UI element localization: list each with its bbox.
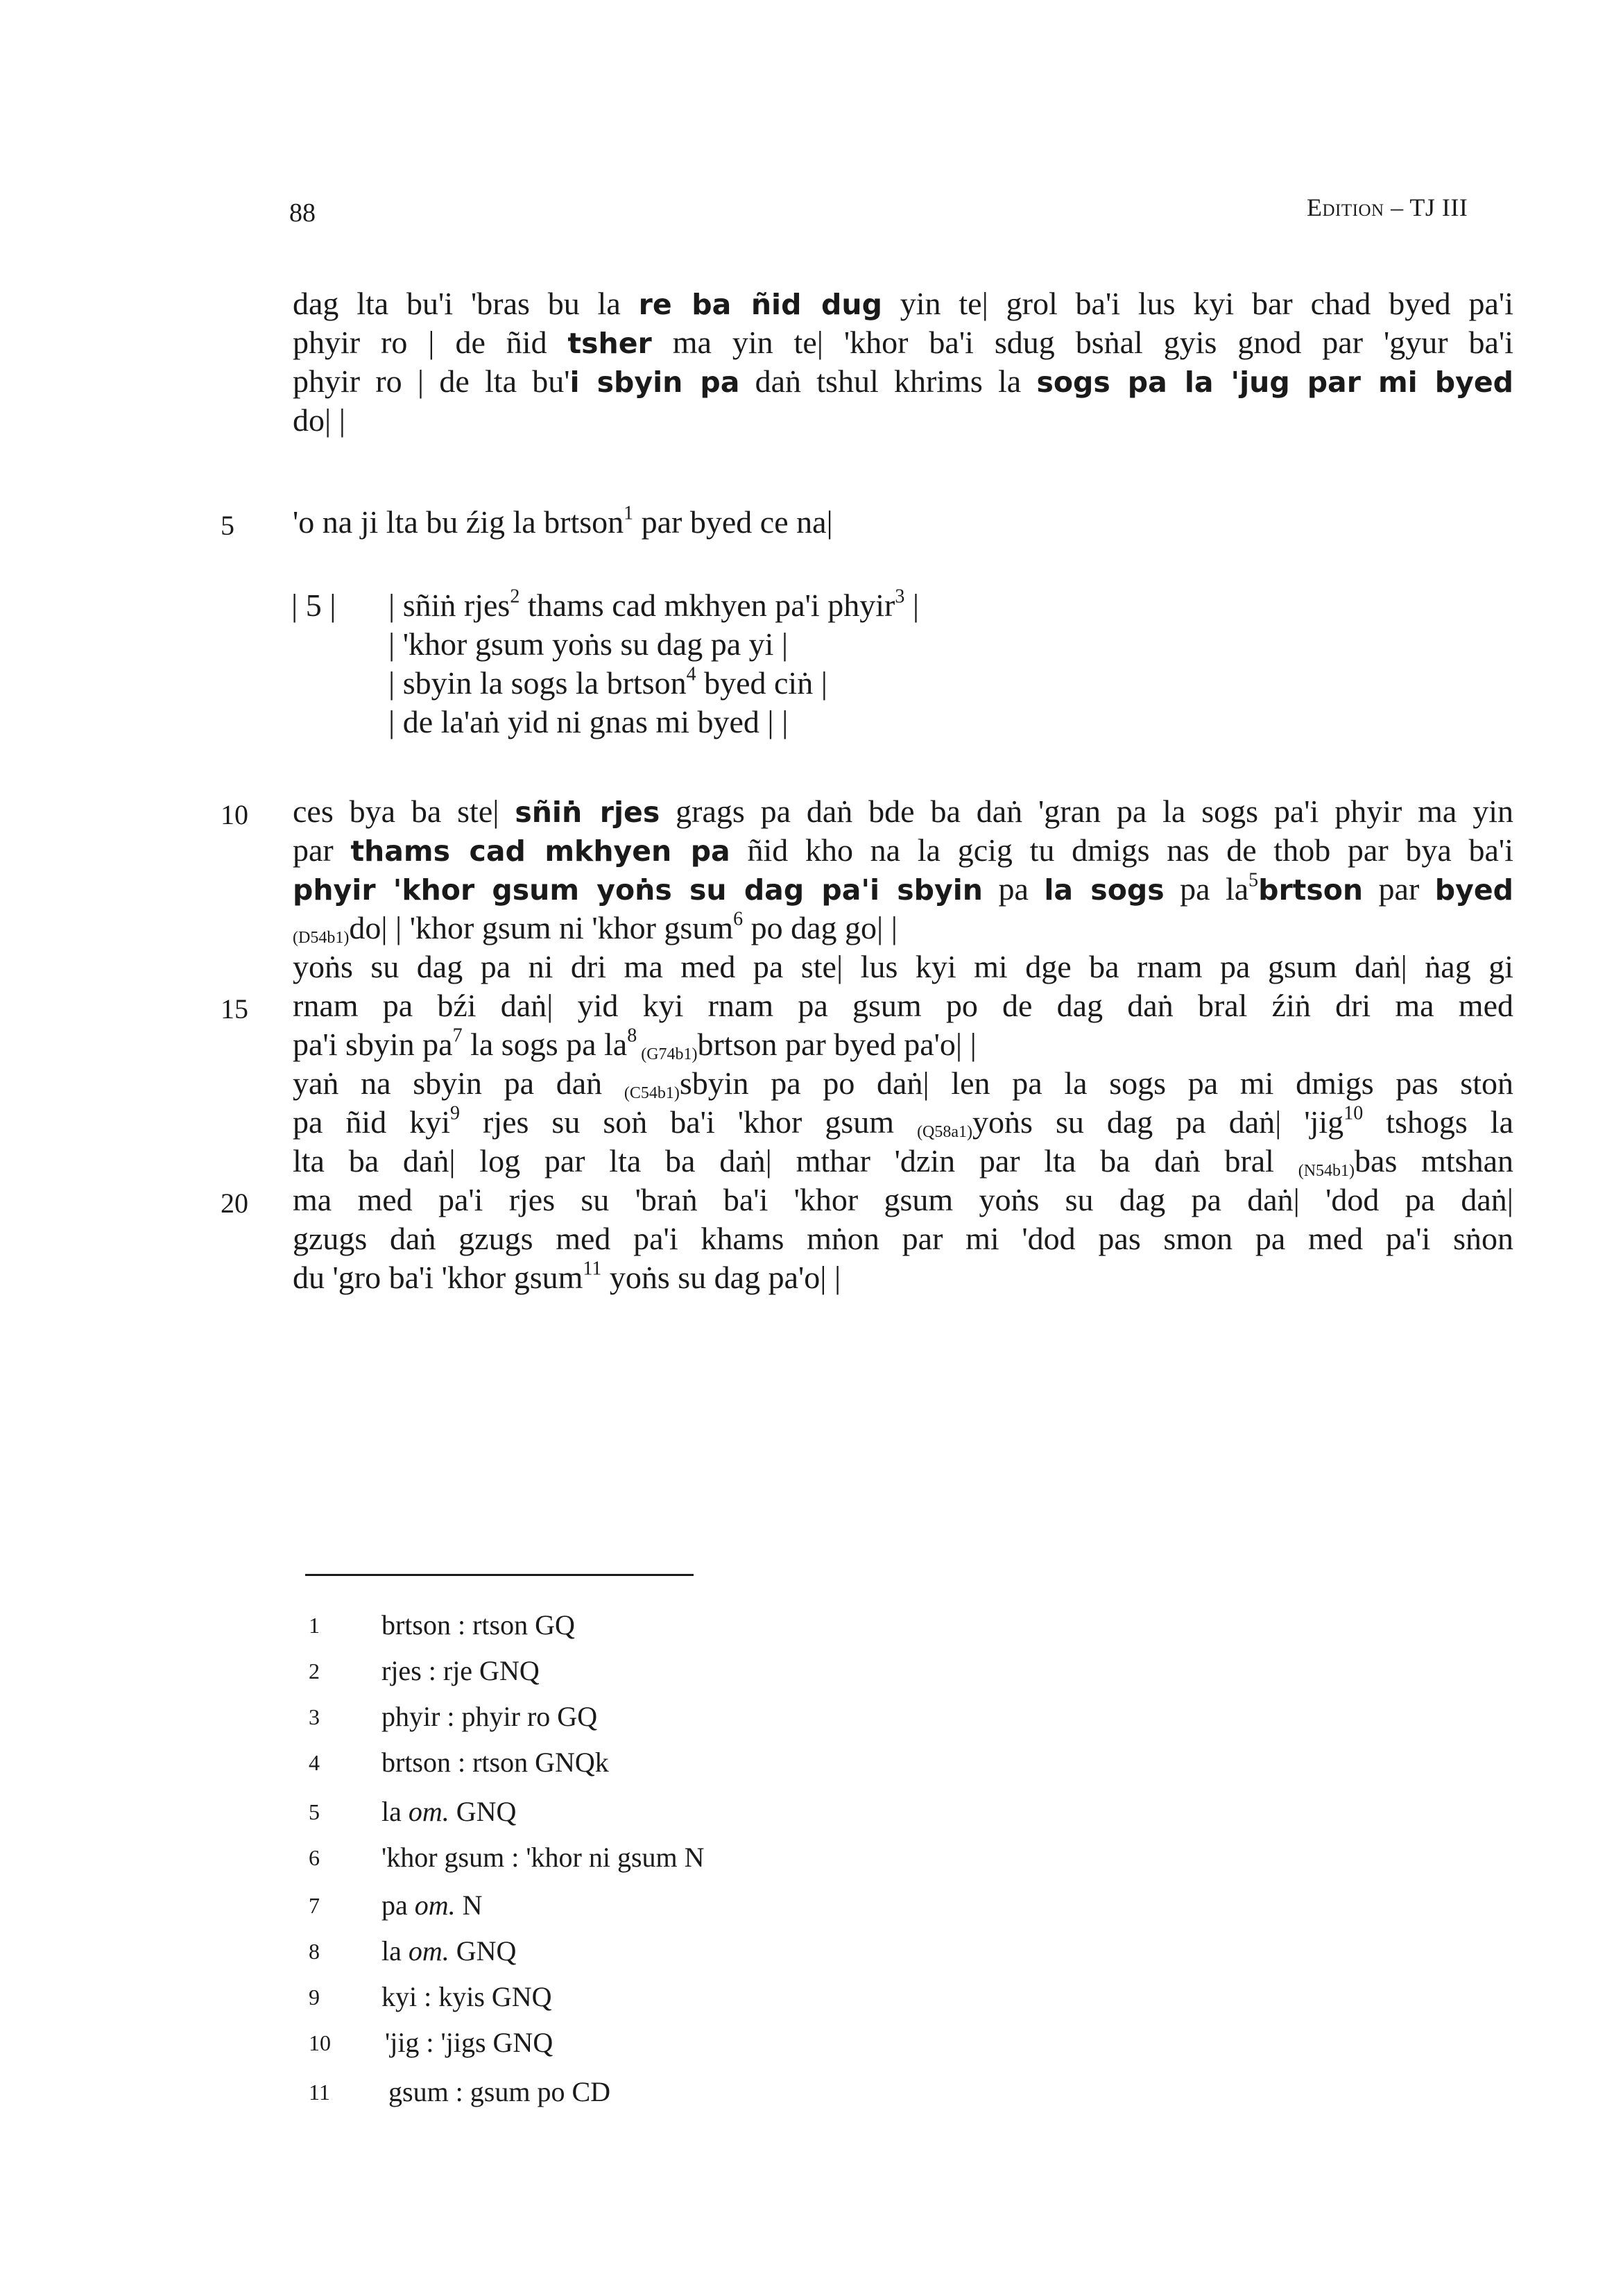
text-line: par thams cad mkhyen pa ñid kho na la gcig tu dmigs nas de thob par bya ba'i [293,832,1513,868]
footnote-number: 11 [309,2080,330,2105]
verse-line: | sbyin la sogs la brtson$^4$ byed ciṅ | [388,663,827,701]
text-line: ma med pa'i rjes su 'braṅ ba'i 'khor gsum yoṅs su dag pa daṅ| 'dod pa daṅ| [293,1182,1513,1217]
text-line: pa ñid kyi$^9$ rjes su soṅ ba'i 'khor gsum $_{(Q58a1)}$yoṅs su dag pa daṅ| 'jig$^{10}$ tshogs la [293,1102,1513,1141]
footnote-text: rjes : rje GNQ [381,1655,540,1686]
verse-line: | sñiṅ rjes$^2$ thams cad mkhyen pa'i phyir$^3$ | [388,585,920,623]
text-line: 'o na ji lta bu źig la brtson$^1$ par byed ce na| [293,502,833,540]
text-line: yaṅ na sbyin pa daṅ $_{(C54b1)}$sbyin pa po daṅ| len pa la sogs pa mi dmigs pas stoṅ [293,1065,1513,1102]
text-line: phyir ro | de ñid tsher ma yin te| 'khor ba'i sdug bsṅal gyis gnod par 'gyur ba'i [293,325,1514,360]
line-number: 5 [221,510,234,541]
line-number: 15 [221,993,248,1025]
text-line: du 'gro ba'i 'khor gsum$^{11}$ yoṅs su dag pa'o| | [293,1258,841,1295]
footnote-text: pa om. N [381,1890,483,1921]
footnote-text: 'jig : 'jigs GNQ [385,2027,553,2058]
folio-ref: (Q58a1) [917,1123,973,1141]
footnote-number: 5 [309,1799,320,1824]
footnote-number: 1 [309,1613,320,1638]
footnote-text: gsum : gsum po CD [388,2076,611,2107]
footnote-number: 4 [309,1750,320,1775]
text-line: rnam pa bźi daṅ| yid kyi rnam pa gsum po de dag daṅ bral źiṅ dri ma med [293,988,1513,1023]
text-line: gzugs daṅ gzugs med pa'i khams mṅon par mi 'dod pas smon pa med pa'i sṅon [293,1221,1513,1256]
footnote-number: 7 [309,1893,320,1918]
text-line: lta ba daṅ| log par lta ba daṅ| mthar 'dzin par lta ba daṅ bral $_{(N54b1)}$bas mtshan [293,1143,1513,1180]
footnote-rule [305,1574,694,1576]
running-head: Edition – TJ III [1307,194,1468,221]
text-line: $_{(D54b1)}$do| | 'khor gsum ni 'khor gsum$^6$ po dag go| | [293,908,898,947]
footnote-text: 'khor gsum : 'khor ni gsum N [381,1842,705,1873]
footnote-number: 6 [309,1845,320,1870]
footnote-text: kyi : kyis GNQ [381,1981,552,2012]
folio-ref: (D54b1) [293,929,350,947]
folio-ref: (C54b1) [624,1084,680,1102]
folio-ref: (N54b1) [1298,1162,1355,1180]
footnote-number: 9 [309,1985,320,2010]
footnote-number: 8 [309,1939,320,1964]
text-line: do| | [293,402,345,438]
text-line: pa'i sbyin $pa^7$ la sogs pa $la^8$ $_{(G74b1)}$brtson par byed pa'o| | [293,1025,977,1063]
line-number: 20 [221,1188,248,1219]
page-number: 88 [289,198,316,228]
text-line: phyir ro | de lta bu'i sbyin pa daṅ tshul khrims la sogs pa la 'jug par mi byed [293,363,1513,399]
footnote-text: la om. GNQ [381,1796,517,1827]
verse-line: | de la'aṅ yid ni gnas mi byed | | [388,704,789,739]
verse-line: | 'khor gsum yoṅs su dag pa yi | [388,626,789,662]
text-line: yoṅs su dag pa ni dri ma med pa ste| lus kyi mi dge ba rnam pa gsum daṅ| ṅag gi [293,949,1513,984]
footnote-number: 2 [309,1659,320,1684]
verse-marker: | 5 | [291,588,336,623]
footnote-text: phyir : phyir ro GQ [381,1701,598,1732]
footnote-number: 10 [309,2030,331,2055]
text-line: dag lta bu'i 'bras bu la re ba ñid dug yin te| grol ba'i lus kyi bar chad byed pa'i [293,286,1513,321]
text-line: ces bya ba ste| sñiṅ rjes grags pa daṅ bde ba daṅ 'gran pa la sogs pa'i phyir ma yin [293,794,1513,829]
line-number: 10 [221,799,248,830]
text-line: phyir 'khor gsum yoṅs su dag pa'i sbyin pa la sogs pa $la^5brtson$ par byed [293,869,1513,907]
footnote-text: la om. GNQ [381,1935,517,1967]
footnote-text: brtson : rtson GNQk [381,1747,609,1778]
footnote-ref: 1 [624,502,634,524]
footnote-text: brtson : rtson GQ [381,1609,575,1640]
footnote-number: 3 [309,1704,320,1729]
folio-ref: (G74b1) [637,1045,698,1063]
